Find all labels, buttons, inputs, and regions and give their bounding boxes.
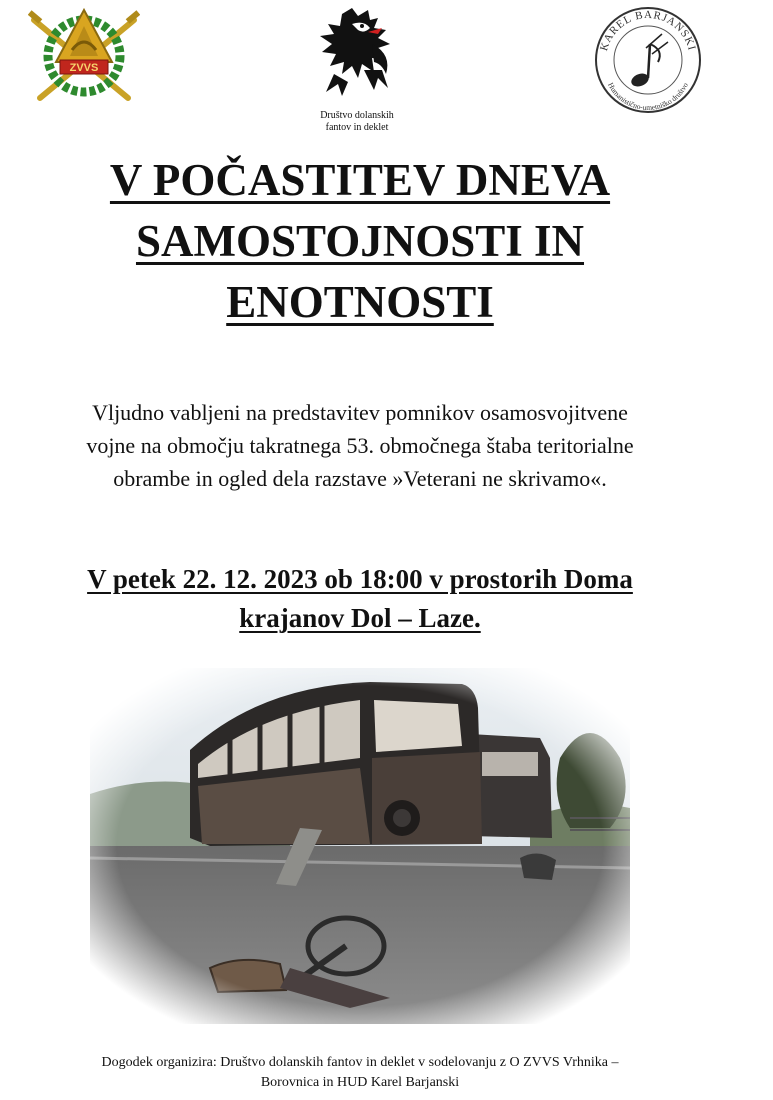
caption-line-2: fantov in deklet	[325, 122, 389, 133]
seal-bottom-text: Humanistično-umetniško društvo	[606, 81, 690, 113]
intro-line-3: obrambe in ogled dela razstave »Veterani ne skrivamo«.	[113, 466, 607, 491]
lion-logo-caption	[290, 110, 424, 134]
seal-top-text: KAREL BARJANSKI	[598, 8, 698, 53]
event-date-location	[20, 560, 700, 638]
title-line-3: ENOTNOSTI	[226, 277, 494, 327]
burned-bus-photo	[90, 668, 630, 1024]
event-line-1: V petek 22. 12. 2023 ob 18:00 v prostorih Doma	[87, 564, 633, 594]
music-note-seal-icon	[592, 4, 704, 116]
page-title	[20, 150, 700, 333]
organizer-footer	[20, 1053, 700, 1093]
black-lion-icon	[312, 4, 402, 100]
title-line-2: SAMOSTOJNOSTI IN	[135, 216, 585, 266]
intro-line-2: vojne na območju takratnega 53. območnega štaba teritorialne	[86, 433, 634, 458]
zvvs-emblem-icon	[28, 4, 140, 104]
event-line-2: krajanov Dol – Laze.	[239, 603, 481, 633]
invitation-text	[20, 396, 700, 495]
caption-line-1: Društvo dolanskih	[320, 110, 394, 121]
footer-line-1: Dogodek organizira: Društvo dolanskih fantov in deklet v sodelovanju z O ZVVS Vrhnika –	[101, 1055, 619, 1070]
footer-line-2: Borovnica in HUD Karel Barjanski	[260, 1075, 460, 1090]
title-line-1: V POČASTITEV DNEVA	[109, 155, 611, 205]
intro-line-1: Vljudno vabljeni na predstavitev pomnikov osamosvojitvene	[92, 400, 628, 425]
zvvs-banner-text: ZVVS	[69, 62, 99, 74]
